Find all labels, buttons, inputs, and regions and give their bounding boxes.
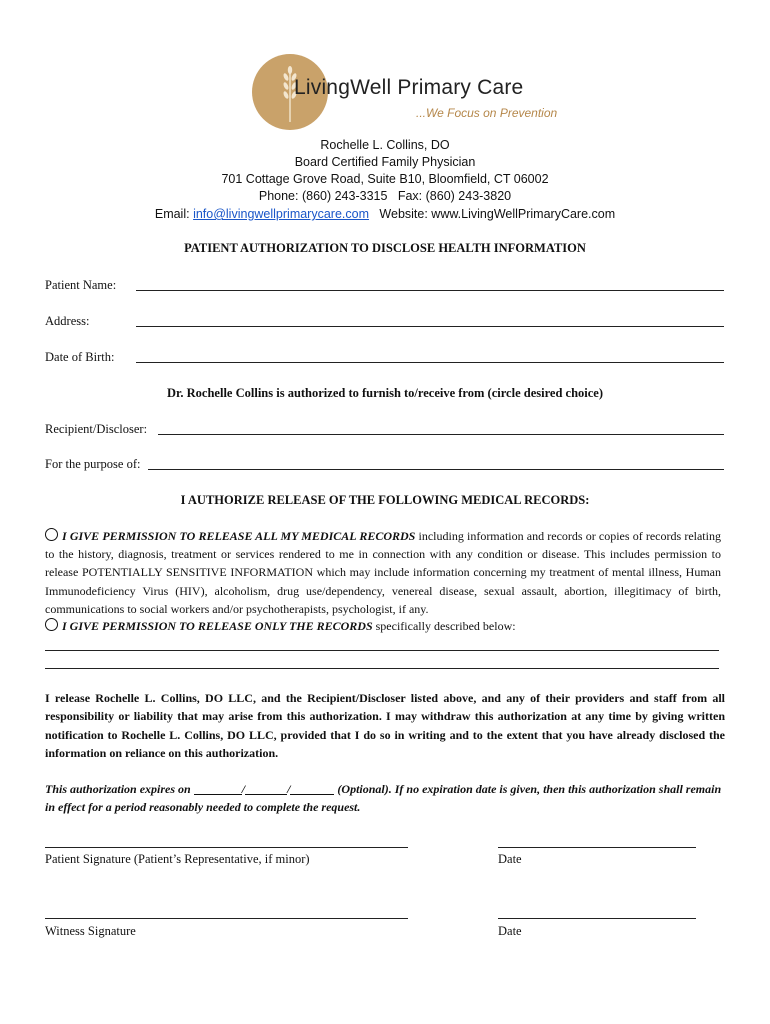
- dob-label: Date of Birth:: [45, 350, 115, 364]
- option-all-records: [45, 527, 721, 618]
- option-only-description: specifically described below:: [372, 619, 516, 633]
- date-separator: /: [241, 782, 246, 796]
- expires-month-field[interactable]: [194, 782, 242, 795]
- expires-day-field[interactable]: [245, 782, 287, 795]
- expires-suffix: (Optional). If no expiration date is given, then this authorization shall remain in effect for a period reasonably needed to complete the request.: [45, 782, 722, 815]
- email-label: Email:: [154, 207, 194, 221]
- option-all-radio[interactable]: [45, 528, 58, 541]
- website-text: Website: www.LivingWellPrimaryCare.com: [369, 207, 616, 221]
- expires-year-field[interactable]: [290, 782, 334, 795]
- dob-field[interactable]: [136, 362, 724, 363]
- patient-signature-label: Patient Signature (Patient’s Representative, if minor): [45, 852, 310, 866]
- option-only-radio[interactable]: [45, 618, 58, 631]
- purpose-label: For the purpose of:: [45, 457, 141, 471]
- recipient-label: Recipient/Discloser:: [45, 422, 148, 436]
- records-description-line-2[interactable]: [45, 668, 719, 669]
- patient-signature-field[interactable]: [45, 847, 408, 848]
- doctor-name: Rochelle L. Collins, DO: [320, 138, 450, 152]
- purpose-field[interactable]: [148, 469, 724, 470]
- patient-name-field[interactable]: [136, 290, 724, 291]
- expires-prefix: This authorization expires on: [45, 782, 194, 796]
- address-label: Address:: [45, 314, 90, 328]
- recipient-field[interactable]: [158, 434, 724, 435]
- practice-address: 701 Cottage Grove Road, Suite B10, Bloomfield, CT 06002: [221, 172, 549, 186]
- witness-date-label: Date: [498, 924, 522, 938]
- option-only-records: [45, 617, 721, 635]
- email-website-line: [0, 207, 770, 221]
- option-all-label: I GIVE PERMISSION TO RELEASE ALL MY MEDICAL RECORDS: [62, 529, 416, 543]
- logo-tagline: ...We Focus on Prevention: [416, 106, 558, 120]
- release-heading: I AUTHORIZE RELEASE OF THE FOLLOWING MEDICAL RECORDS:: [180, 493, 590, 507]
- witness-date-field[interactable]: [498, 918, 696, 919]
- date-separator: /: [287, 782, 291, 796]
- release-paragraph: I release Rochelle L. Collins, DO LLC, and the Recipient/Discloser listed above, and any of their providers and staff from all responsibility or liability that may arise from this authorization. I may withdraw this authorization at any time by giving written notification to Rochelle L. Collins, DO LLC, provided that I do so in writing and to the extent that you have already disclosed the information on reliance on this authorization.: [45, 691, 725, 760]
- form-title: PATIENT AUTHORIZATION TO DISCLOSE HEALTH INFORMATION: [184, 241, 586, 255]
- patient-date-label: Date: [498, 852, 522, 866]
- practice-logo: [252, 54, 558, 134]
- authorized-statement: Dr. Rochelle Collins is authorized to furnish to/receive from (circle desired choice): [166, 386, 604, 400]
- patient-date-field[interactable]: [498, 847, 696, 848]
- doctor-credential: Board Certified Family Physician: [294, 155, 476, 169]
- witness-signature-field[interactable]: [45, 918, 408, 919]
- records-description-line-1[interactable]: [45, 650, 719, 651]
- address-field[interactable]: [136, 326, 724, 327]
- phone-fax: Phone: (860) 243-3315 Fax: (860) 243-3820: [258, 189, 512, 203]
- email-link[interactable]: info@livingwellprimarycare.com: [193, 207, 369, 221]
- expiration-statement: [45, 780, 725, 817]
- patient-name-label: Patient Name:: [45, 278, 117, 292]
- witness-signature-label: Witness Signature: [45, 924, 136, 938]
- option-only-label: I GIVE PERMISSION TO RELEASE ONLY THE RECORDS: [62, 619, 373, 633]
- logo-brand-name: LivingWell Primary Care: [294, 76, 524, 99]
- option-all-description: including information and records or copies of records relating to the history, diagnosis, treatment or services rendered to me in connection with any condition or disease. This includes permission to release POTENTIALLY SENSITIVE INFORMATION which may include information concerning my treatment of mental illness, Human Immunodeficiency Virus (HIV), alcoholism, drug use/dependency, venereal disease, sexual assault, abortion, illegitimacy of birth, communications to social workers and/or psychotherapists, psychologist, if any.: [45, 529, 721, 616]
